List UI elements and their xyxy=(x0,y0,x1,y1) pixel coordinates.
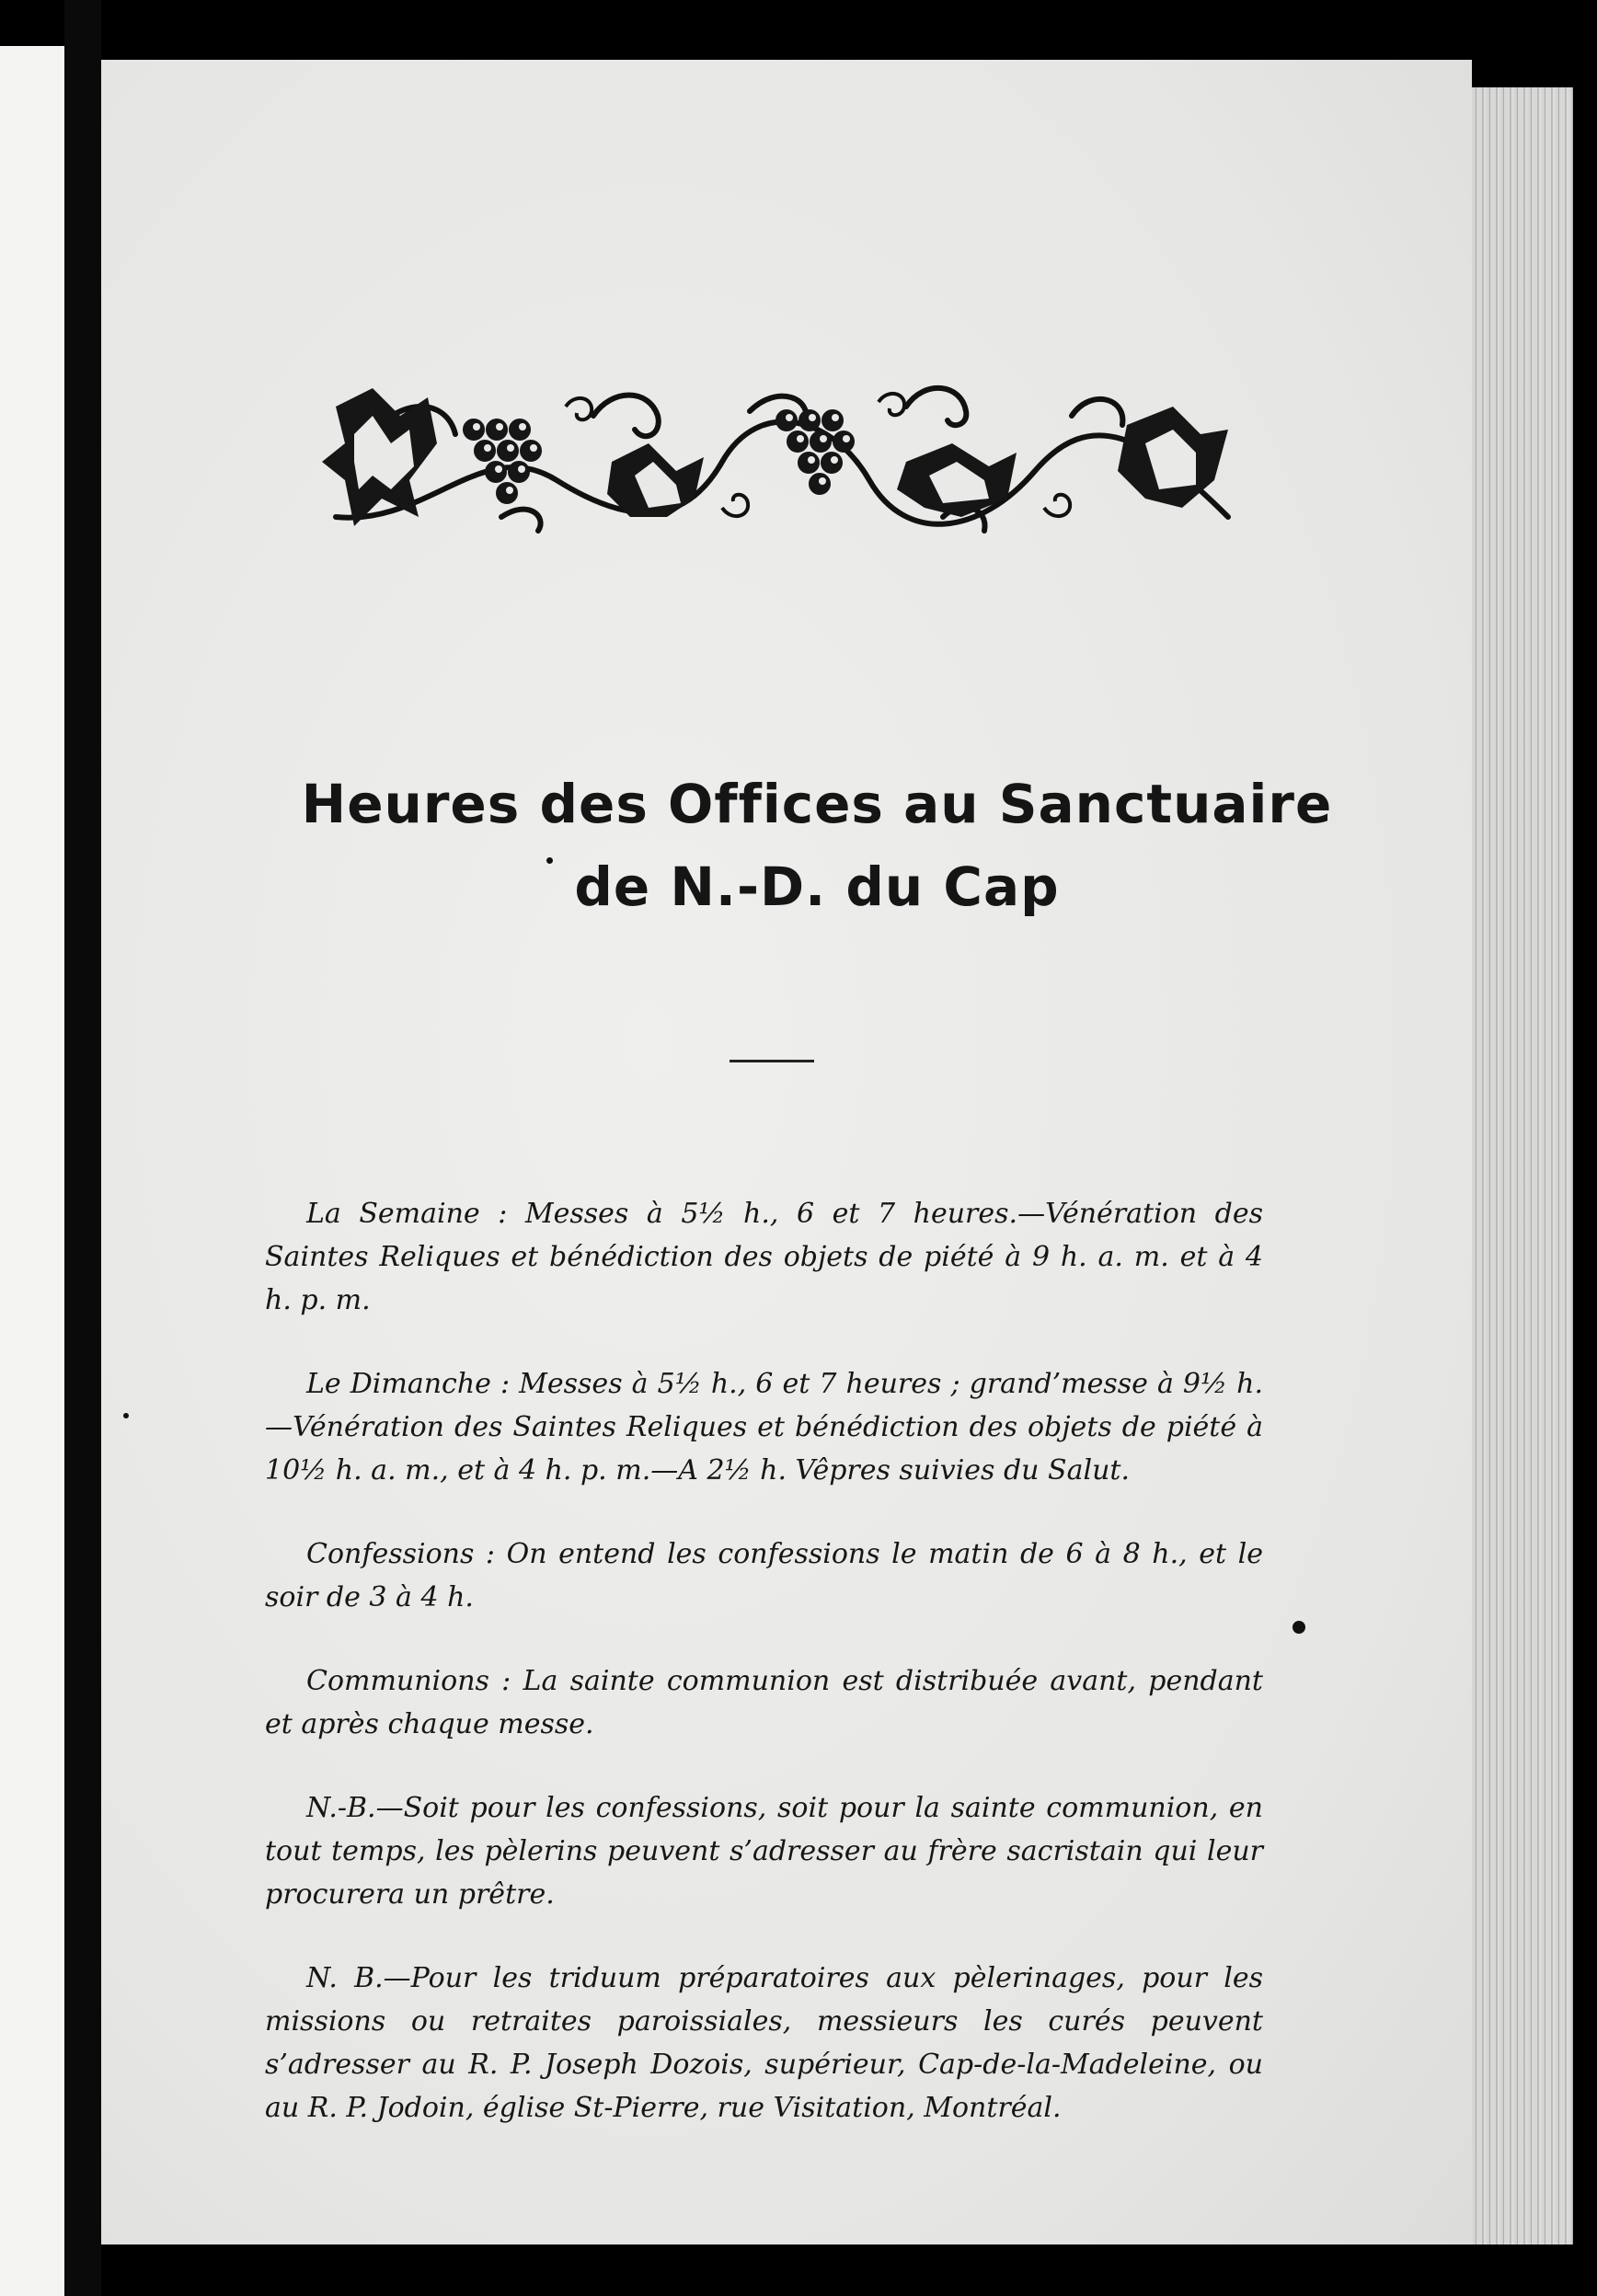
grapevine-border-icon xyxy=(317,379,1247,537)
paragraph-semaine: La Semaine : Messes à 5½ h., 6 et 7 heures.—Vénération des Saintes Reliques et bénédiction des objets de piété à 9 h. a. m. et à 4 h. p. m. xyxy=(265,1198,1263,1316)
scan-speck xyxy=(123,1413,129,1418)
scan-speck xyxy=(1293,1621,1305,1634)
schedule-text xyxy=(265,1192,1263,2170)
paragraph-dimanche: Le Dimanche : Messes à 5½ h., 6 et 7 heures ; grand’messe à 9½ h.—Vénération des Saintes Reliques et bénédiction des objets de piété à 10½ h. a. m., et à 4 h. p. m.—A 2½ h. Vêpres suivies du Salut. xyxy=(265,1368,1263,1487)
page-subtitle: de N.-D. du Cap xyxy=(574,855,1060,918)
scan-speck xyxy=(546,857,553,864)
page-title: Heures des Offices au Sanctuaire xyxy=(301,773,1333,835)
title-divider xyxy=(730,1060,814,1062)
book-gutter xyxy=(64,0,101,2296)
paragraph-communions: Communions : La sainte communion est distribuée avant, pendant et après chaque messe. xyxy=(265,1665,1263,1740)
paragraph-confessions: Confessions : On entend les confessions le matin de 6 à 8 h., et le soir de 3 à 4 h. xyxy=(265,1538,1263,1613)
paragraph-nb-triduum: N. B.—Pour les triduum préparatoires aux pèlerinages, pour les missions ou retraites paroissiales, messieurs les curés peuvent s’adresser au R. P. Joseph Dozois, supérieur, Cap-de-la-Madeleine, ou au R. P. Jodoin, église St-Pierre, rue Visitation, Montréal. xyxy=(265,1962,1263,2124)
previous-page-edge xyxy=(0,46,64,2296)
paragraph-nb-sacristain: N.-B.—Soit pour les confessions, soit pour la sainte communion, en tout temps, les pèlerins peuvent s’adresser au frère sacristain qui leur procurera un prêtre. xyxy=(265,1792,1263,1911)
